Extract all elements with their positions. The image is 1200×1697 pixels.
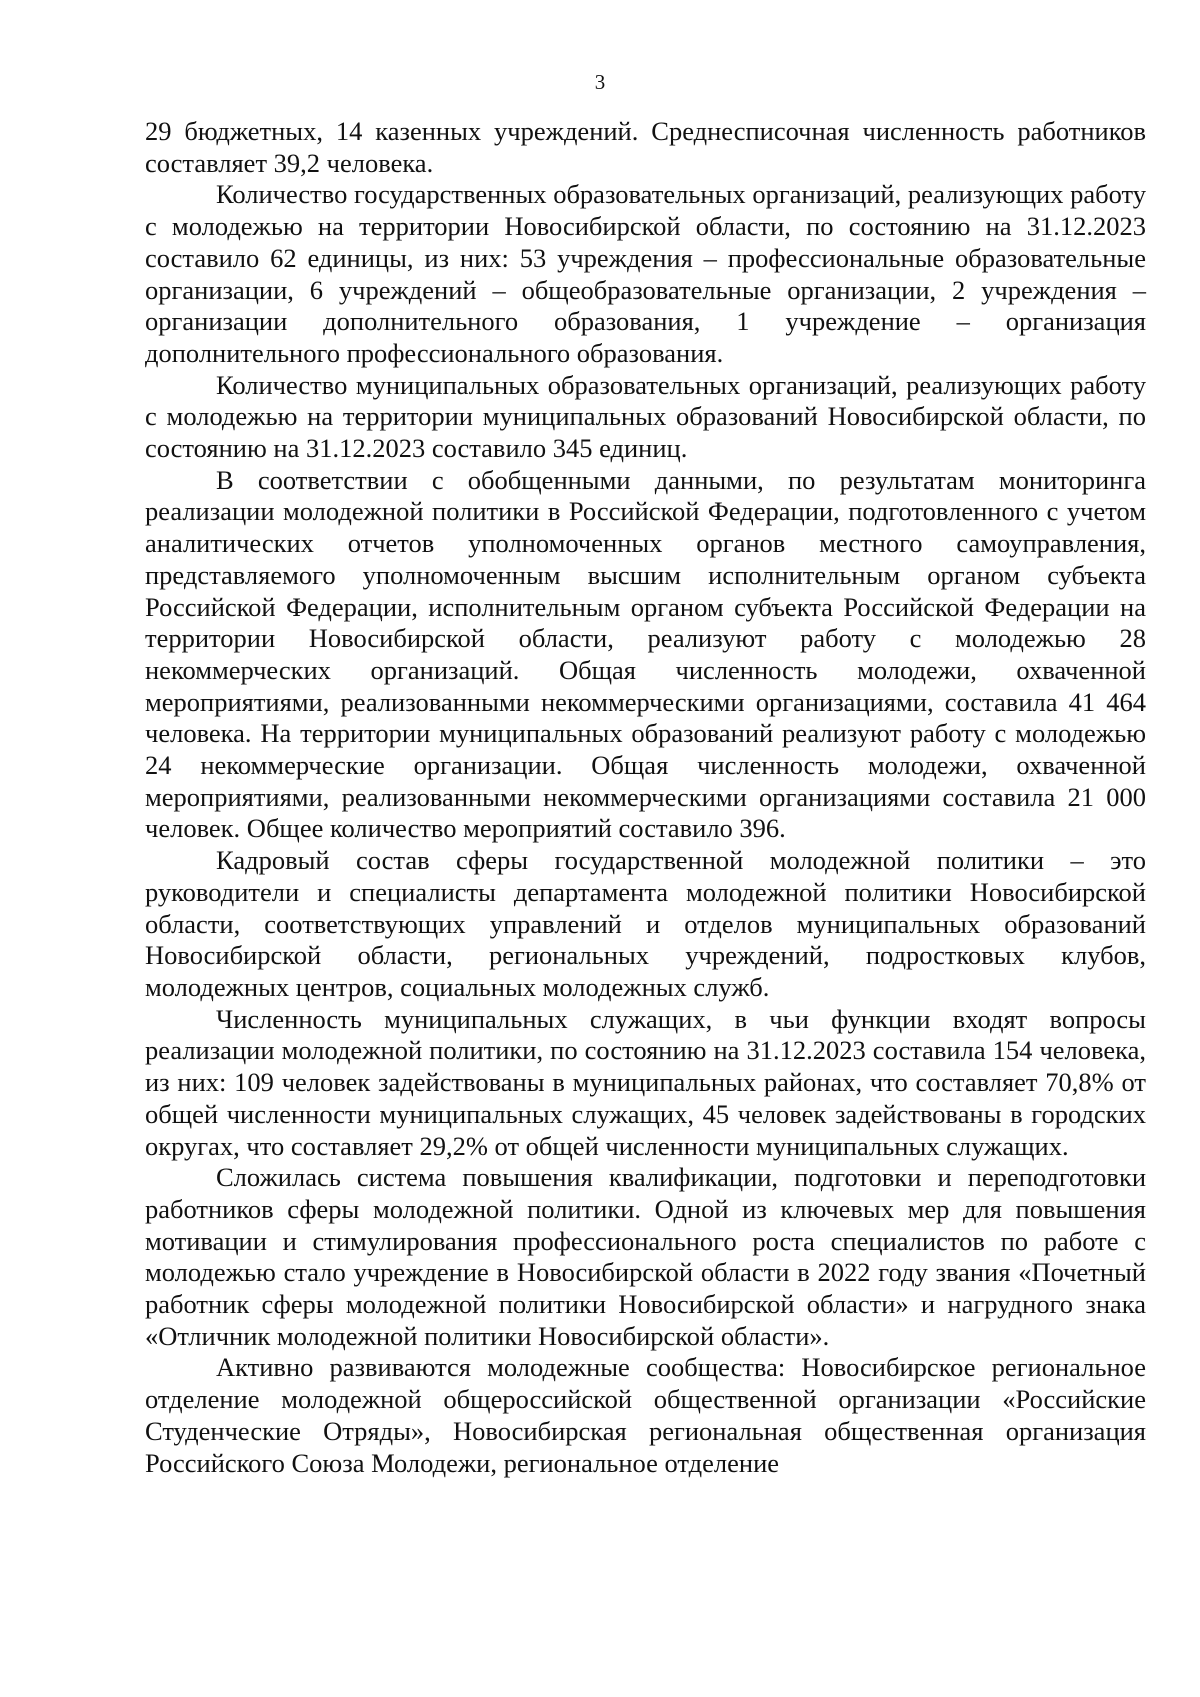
paragraph-7: Сложилась система повышения квалификации, подготовки и переподготовки работников сферы молодежной политики. Одной из ключевых мер для повышения мотивации и стимулирования профессионального роста специалистов по работе с молодежью стало учреждение в Новосибирской области в 2022 году звания «Почетный работник сферы молодежной политики Новосибирской области» и нагрудного знака «Отличник молодежной политики Новосибирской области». — [145, 1162, 1146, 1351]
paragraph-5: Кадровый состав сферы государственной молодежной политики – это руководители и специалисты департамента молодежной политики Новосибирской области, соответствующих управлений и отделов муниципальных образований Новосибирской области, региональных учреждений, подростковых клубов, молодежных центров, социальных молодежных служб. — [145, 845, 1146, 1002]
paragraph-6: Численность муниципальных служащих, в чьи функции входят вопросы реализации молодежной политики, по состоянию на 31.12.2023 составила 154 человека, из них: 109 человек задействованы в муниципальных районах, что составляет 70,8% от общей численности муниципальных служащих, 45 человек задействованы в городских округах, что составляет 29,2% от общей численности муниципальных служащих. — [145, 1003, 1146, 1161]
page-number: 3 — [594, 70, 606, 94]
paragraph-1: 29 бюджетных, 14 казенных учреждений. Среднесписочная численность работников составляет 39,2 человека. — [145, 116, 1146, 178]
document-body — [145, 116, 1146, 1479]
paragraph-4: В соответствии с обобщенными данными, по результатам мониторинга реализации молодежной политики в Российской Федерации, подготовленного с учетом аналитических отчетов уполномоченных органов местного самоуправления, представляемого уполномоченным высшим исполнительным органом субъекта Российской Федерации, исполнительным органом субъекта Российской Федерации на территории Новосибирской области, реализуют работу с молодежью 28 некоммерческих организаций. Общая численность молодежи, охваченной мероприятиями, реализованными некоммерческими организациями, составила 41 464 человека. На территории муниципальных образований реализуют работу с молодежью 24 некоммерческие организации. Общая численность молодежи, охваченной мероприятиями, реализованными некоммерческими организациями составила 21 000 человек. Общее количество мероприятий составило 396. — [145, 464, 1146, 844]
paragraph-3: Количество муниципальных образовательных организаций, реализующих работу с молодежью на территории муниципальных образований Новосибирской области, по состоянию на 31.12.2023 составило 345 единиц. — [145, 369, 1146, 464]
paragraph-2: Количество государственных образовательных организаций, реализующих работу с молодежью на территории Новосибирской области, по состоянию на 31.12.2023 составило 62 единицы, из них: 53 учреждения – профессиональные образовательные организации, 6 учреждений – общеобразовательные организации, 2 учреждения – организации дополнительного образования, 1 учреждение – организация дополнительного профессионального образования. — [145, 179, 1146, 368]
paragraph-8: Активно развиваются молодежные сообщества: Новосибирское региональное отделение молодежной общероссийской общественной организации «Российские Студенческие Отряды», Новосибирская региональная общественная организация Российского Союза Молодежи, региональное отделение — [145, 1352, 1146, 1478]
